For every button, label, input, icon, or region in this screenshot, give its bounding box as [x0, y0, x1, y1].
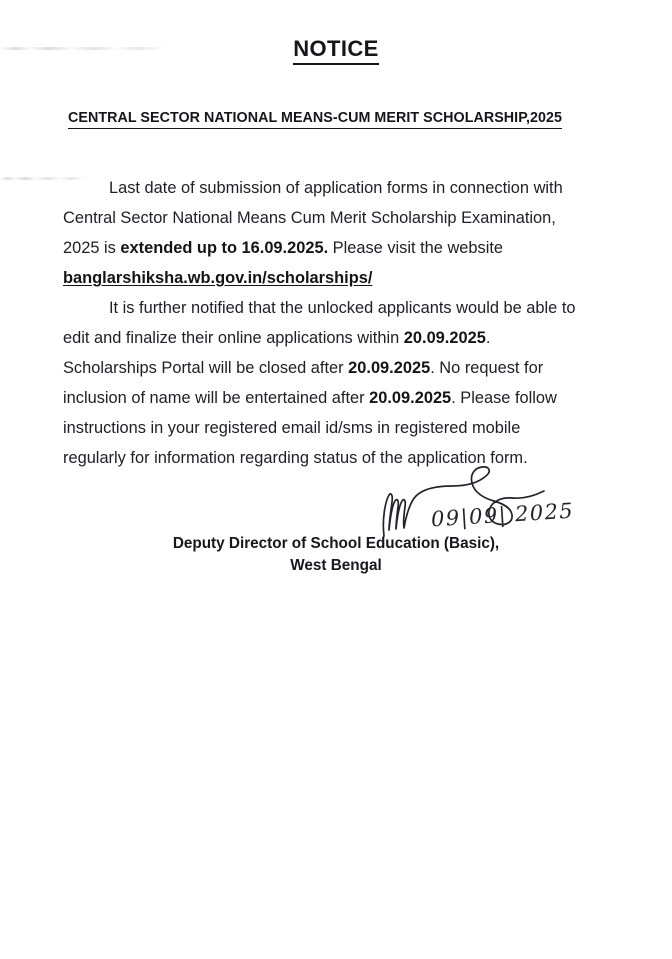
body-text-run: . Scholarships Portal will be closed after — [63, 329, 491, 377]
body-text-run: Please visit the website — [328, 239, 504, 257]
body-text-run: Last date of submission of application forms in connection with Central Sector National Means Cum Merit Scholarship Examination, 2025 is — [63, 179, 563, 257]
notice-subtitle — [68, 110, 562, 126]
page-title — [0, 36, 672, 62]
body-text-run: . No request for inclusion of name will be entertained after — [63, 359, 544, 407]
emphasis-text: 20.09.2025 — [403, 329, 486, 347]
emphasis-text: 20.09.2025 — [369, 389, 452, 407]
signature-date: 09|09| 2025 — [430, 498, 575, 532]
notice-body — [63, 173, 583, 473]
scholarship-portal-url[interactable]: banglarshiksha.wb.gov.in/scholarships/ — [63, 269, 373, 287]
emphasis-text: extended up to 16.09.2025. — [120, 239, 329, 257]
emphasis-text: 20.09.2025 — [348, 359, 431, 377]
body-text-run: . Please follow instructions in your registered email id/sms in registered mobile regularly for information regarding status of the application form. — [63, 389, 557, 467]
body-text-run: It is further notified that the unlocked applicants would be able to edit and finalize their online applications within — [63, 299, 576, 347]
notice-subtitle-text: CENTRAL SECTOR NATIONAL MEANS-CUM MERIT SCHOLARSHIP,2025 — [68, 110, 562, 129]
body-paragraph-2 — [63, 293, 583, 473]
page-title-text: NOTICE — [293, 36, 379, 65]
body-paragraph-1 — [63, 173, 583, 293]
signature-block — [251, 462, 603, 572]
designation-line-1: Deputy Director of School Education (Basic), — [172, 535, 500, 552]
designation-line-2: West Bengal — [290, 557, 382, 574]
